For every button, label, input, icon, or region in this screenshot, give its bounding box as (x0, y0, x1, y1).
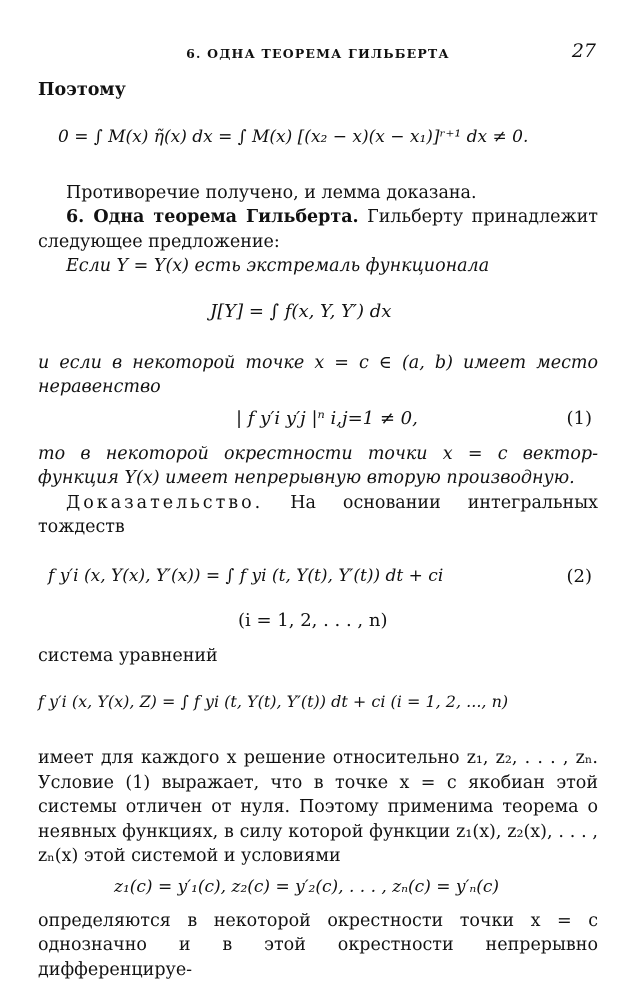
equation-zero (38, 103, 598, 181)
equation-2 (38, 540, 598, 644)
paragraph-therefore: Поэтому (38, 80, 126, 100)
equation-1-tag: (1) (566, 407, 592, 429)
equation-1 (38, 400, 598, 442)
equation-system-text: f y′i (x, Y(x), Z) = ∫ f yi (t, Y(t), Y′(t)) dt + ci (i = 1, 2, ..., n) (38, 692, 509, 711)
running-header (38, 36, 598, 70)
equation-2-tag: (2) (566, 565, 592, 587)
equation-zero-text: 0 = ∫ M(x) η̃(x) dx = ∫ M(x) [(x₂ − x)(x − x₁)]ʳ⁺¹ dx ≠ 0. (58, 126, 529, 147)
equation-system (38, 668, 598, 746)
equation-1-text: | f y′i y′j |ⁿ i,j=1 ≠ 0, (236, 407, 418, 429)
equation-functional-text: J[Y] = ∫ f(x, Y, Y′) dx (210, 300, 392, 322)
equation-2-text: f y′i (x, Y(x), Y′(x)) = ∫ f yi (t, Y(t), Y′(t)) dt + ci (48, 565, 444, 586)
proof-word: Доказательство. (66, 492, 264, 513)
paragraph-solution: имеет для каждого x решение относительно z₁, z₂, . . . , zₙ. Условие (1) выражает, что в точке x = c якобиан этой системы отличен от нуля. Поэтому применима теорема о неявных функциях, в силу которой функции z₁(x), z₂(x), . . . , zₙ(x) этой системой и условиями (38, 748, 598, 866)
paragraph-contradiction: Противоречие получено, и лемма доказана. (66, 182, 477, 203)
page-number: 27 (571, 40, 596, 62)
equation-functional (38, 279, 598, 351)
header-title: 6. ОДНА ТЕОРЕМА ГИЛЬБЕРТА (186, 46, 450, 61)
equation-conditions (38, 869, 598, 909)
section-paragraph (38, 205, 598, 254)
equation-2-range: (i = 1, 2, . . . , n) (238, 609, 388, 631)
proof-paragraph (38, 491, 598, 540)
theorem-part-2: и если в некоторой точке x = c ∈ (a, b) имеет место неравенство (38, 352, 598, 397)
page (38, 36, 598, 982)
equation-conditions-text: z₁(c) = y′₁(c), z₂(c) = y′₂(c), . . . , zₙ(c) = y′ₙ(c) (114, 876, 500, 897)
section-title: 6. Одна теорема Гильберта. (66, 207, 359, 227)
proof-text: На основании интегральных тождеств (38, 492, 598, 537)
theorem-part-3: то в некоторой окрестности точки x = c вектор-функция Y(x) имеет непрерывную вторую производную. (38, 443, 598, 488)
paragraph-system: система уравнений (38, 645, 218, 666)
theorem-part-1: Если Y = Y(x) есть экстремаль функционала (66, 256, 490, 276)
paragraph-final: определяются в некоторой окрестности точки x = c однозначно и в этой окрестности непрерывно дифференцируе- (38, 910, 598, 980)
section-text: Гильберту принадлежит следующее предложение: (38, 207, 598, 252)
